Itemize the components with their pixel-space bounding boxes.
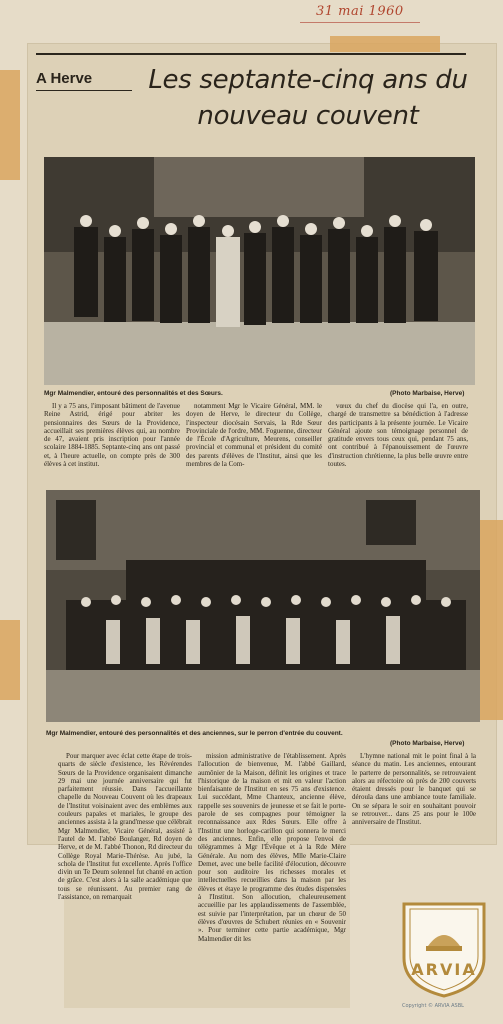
date-underline [300, 22, 420, 23]
copyright-text: Copyright © ARVIA ASBL [402, 1003, 464, 1009]
article-body-col1: Pour marquer avec éclat cette étape de trois-quarts de siècle d'existence, les Révérendes Sœurs de la Providence organisaient dimanche 29 mai une journée anniversaire qui fut parfaitement réussie. Dans l'accueillante chapelle du Nouveau Couvent où les drapeaux de l'Institut voisinaient avec des emblèmes aux couleurs papales et mariales, le groupe des anciennes assista à la grand'messe que célébrait Mgr Malmendier, Vicaire Général, assisté à l'autel de M. l'abbé Boulanger, Rd doyen de Herve, et de M. l'abbé Thonon, Rd directeur du Collège Royal Marie-Thérèse. Au jubé, la schola de l'Institut fut excellente. Après l'office divin un Te Deum solennel fut chanté en action de grâce. C'est alors à la salle académique que tous se réunissent. Au premier rang de l'assistance, on remarquait [58, 752, 192, 902]
article-intro-col1: Il y a 75 ans, l'imposant bâtiment de l'avenue Reine Astrid, érigé pour abriter les pensionnaires des Sœurs de la Providence, accueillait ses premières élèves qui, au nombre de 47, avaient pris inscription pour l'année scolaire 1884-1885. Septante-cinq ans ont passé et, à l'heure actuelle, on compte près de 300 élèves à cet institut. [44, 402, 180, 469]
logo-wordmark: ARVIA [411, 960, 477, 979]
location-kicker: A Herve [36, 70, 93, 87]
tape-left-mid [0, 620, 20, 700]
tape-right [480, 520, 503, 720]
photo-caption-2: Mgr Malmendier, entouré des personnalités et des anciennes, sur le perron d'entrée du couvent. [46, 730, 343, 737]
kicker-underline [36, 90, 132, 91]
photo-credit-2: (Photo Marbaise, Herve) [390, 740, 465, 747]
photo-caption-1: Mgr Malmendier, entouré des personnalités et des Sœurs. [44, 390, 223, 397]
tape-left-top [0, 70, 20, 180]
article-intro-col3: vœux du chef du diocèse qui l'a, en outre, chargé de transmettre sa bénédiction à l'adresse des participants à la présente journée. Le Vicaire Général ajoute son témoignage personnel de gratitude envers tous ceux qui, pendant 75 ans, ont contribué à l'épanouissement de l'œuvre d'instruction chrétienne, la plus belle œuvre entre toutes. [328, 402, 468, 469]
tape-top [330, 36, 440, 52]
group-photo-personalities [44, 157, 475, 385]
article-intro-col2: notamment Mgr le Vicaire Général, MM. le doyen de Herve, le directeur du Collège, l'inspecteur diocésain Servais, la Rde Sœur Provinciale de l'ordre, MM. Foguenne, directeur de l'École d'Agriculture, Meurens, conseiller provincial et communal et président du comité des parents d'élèves de l'Institut, ainsi que les membres de la Com- [186, 402, 322, 469]
article-body-col3: L'hymne national mit le point final à la séance du matin. Les anciennes, entourant le parterre de personnalités, se retrouvaient alors au réfectoire où près de 200 couverts étaient dressés pour le banquet qui se déroula dans une ambiance toute familiale. On se sépara le soir en souhaitant pouvoir se retrouver... dans 25 ans pour le 100e anniversaire de l'Institut. [352, 752, 476, 827]
arvia-logo [398, 898, 490, 1006]
photo-credit-1: (Photo Marbaise, Herve) [390, 390, 465, 397]
handwritten-date: 31 mai 1960 [316, 4, 404, 19]
headline: Les septante-cinq ans du nouveau couvent [148, 65, 468, 131]
article-body-col2: mission administrative de l'établissement. Après l'allocution de bienvenue, M. l'abbé Gaillard, aumônier de la Maison, définit les origines et trace l'historique de la maison et mit en valeur l'action bienfaisante de l'Institut en ses 75 ans d'existence. Lui succédant, Mme Chanteux, ancienne élève, rappelle ses souvenirs de jeunesse et se fait le porte-parole de ses compagnes pour témoigner la reconnaissance aux Rdes Sœurs. Elle offre à l'Institut une horloge-carillon qui sonnera le merci des anciennes. Enfin, elle propose l'envoi de télégrammes à Mgr l'Évêque et à la Rde Mère Générale. Au nom des élèves, Mlle Marie-Claire Demet, avec une belle facilité d'élocution, découvre pour son auditoire les richesses morales et intellectuelles recueillies dans la maison par les élèves et étaye le programme des études dispensées à l'Institut. Son allocution, chaleureusement accueillie par les applaudissements de l'assemblée, est suivie par l'interprétation, par un chœur de 50 élèves d'œuvres de Schubert réunies en « Souvenir ». Pour terminer cette partie académique, Mgr Malmendier dit les [198, 752, 346, 943]
top-rule [36, 53, 466, 55]
group-photo-alumnae [46, 490, 480, 722]
